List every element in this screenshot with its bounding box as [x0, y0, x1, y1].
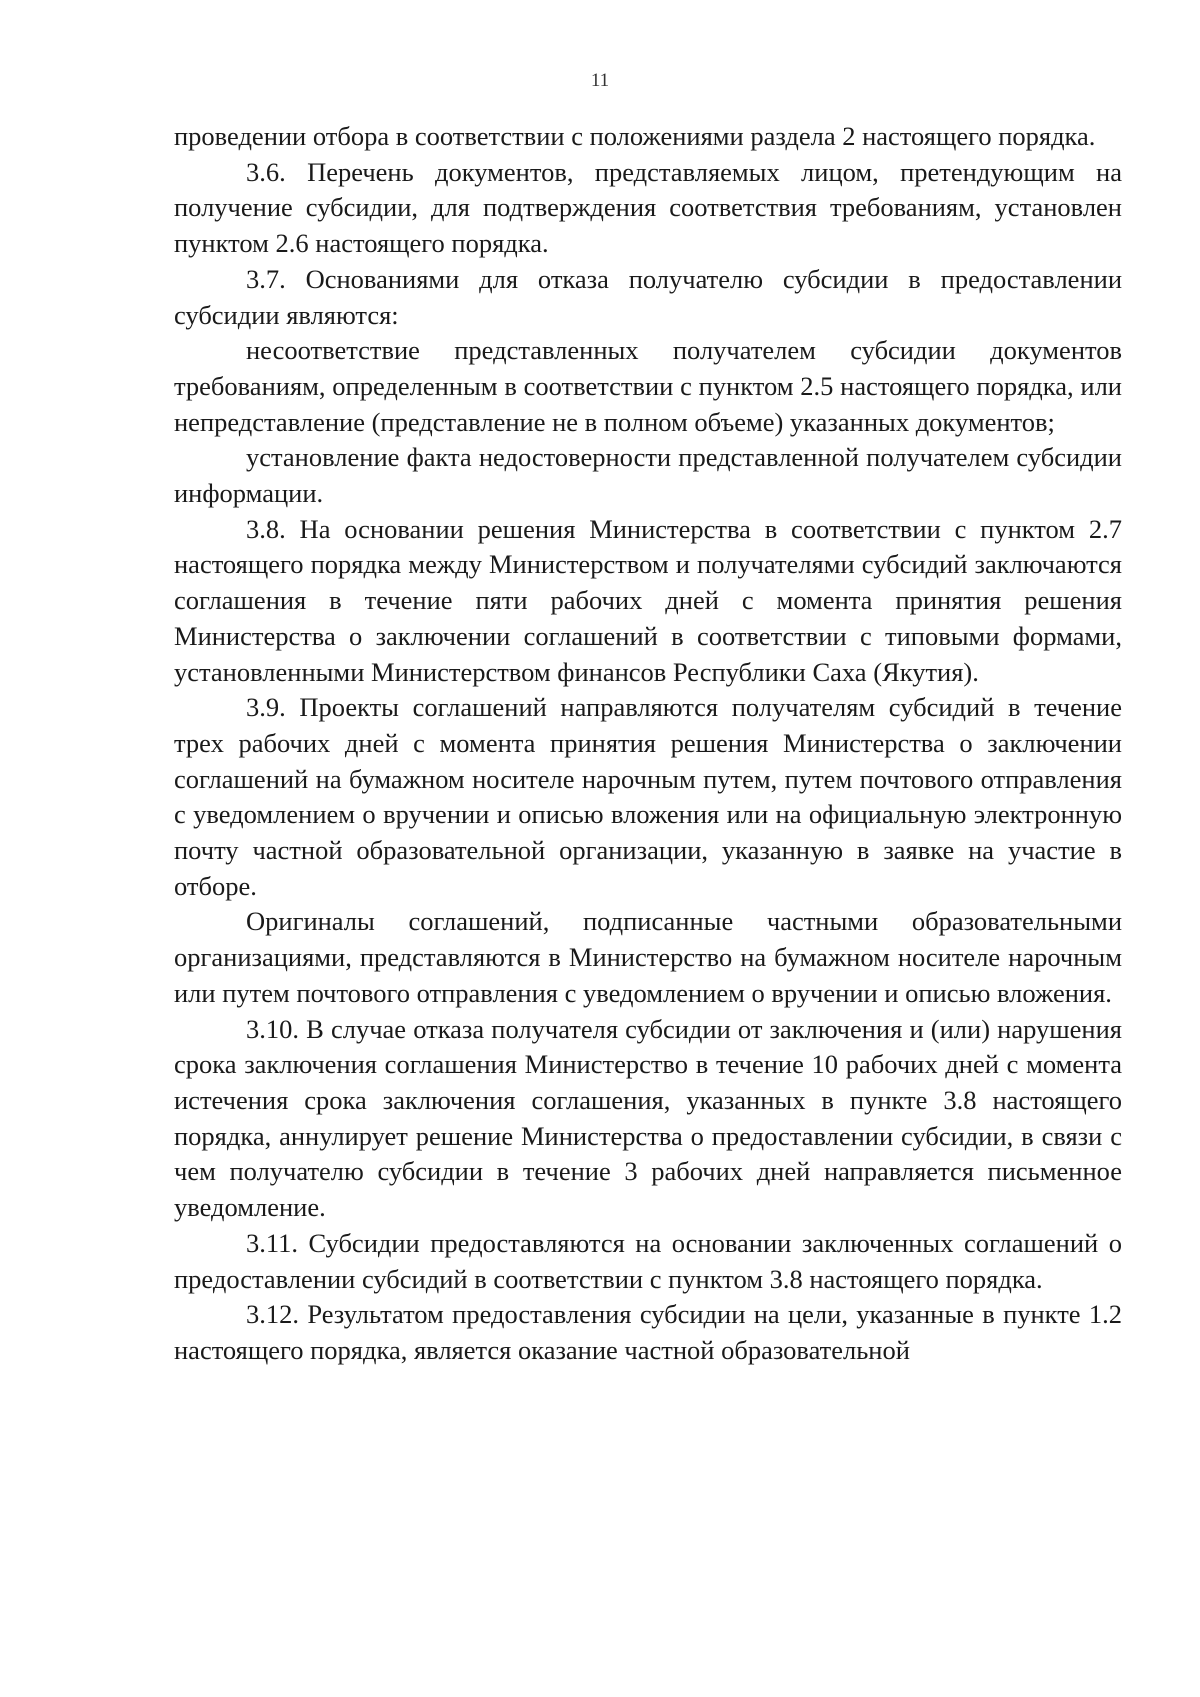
paragraph-3-12: 3.12. Результатом предоставления субсидии на цели, указанные в пункте 1.2 настоящего порядка, является оказание частной образовательной: [174, 1299, 1122, 1365]
paragraph-3-9-originals: Оригиналы соглашений, подписанные частными образовательными организациями, представляются в Министерство на бумажном носителе нарочным или путем почтового отправления с уведомлением о вручении и описью вложения.: [174, 906, 1122, 1008]
paragraph-continuation: проведении отбора в соответствии с положениями раздела 2 настоящего порядка.: [174, 121, 1096, 151]
paragraph-3-11: 3.11. Субсидии предоставляются на основании заключенных соглашений о предоставлении субсидий в соответствии с пунктом 3.8 настоящего порядка.: [174, 1227, 1122, 1294]
paragraph-3-8: 3.8. На основании решения Министерства в соответствии с пунктом 2.7 настоящего порядка между Министерством и получателями субсидий заключаются соглашения в течение пяти рабочих дней с момента принятия решения Министерства о заключении соглашений в соответствии с типовыми формами, установленными Министерством финансов Республики Саха (Якутия).: [174, 513, 1122, 687]
page-number: 11: [590, 70, 610, 91]
paragraph-3-10: 3.10. В случае отказа получателя субсидии от заключения и (или) нарушения срока заключения соглашения Министерство в течение 10 рабочих дней с момента истечения срока заключения соглашения, указанных в пункте 3.8 настоящего порядка, аннулирует решение Министерства о предоставлении субсидии, в связи с чем получателю субсидии в течение 3 рабочих дней направляется письменное уведомление.: [174, 1013, 1122, 1223]
paragraph-3-6: 3.6. Перечень документов, представляемых лицом, претендующим на получение субсидии, для подтверждения соответствия требованиям, установлен пунктом 2.6 настоящего порядка.: [174, 156, 1122, 259]
paragraph-3-7: 3.7. Основаниями для отказа получателю субсидии в предоставлении субсидии являются:: [174, 263, 1122, 330]
document-body: [174, 119, 1122, 1369]
paragraph-3-9: 3.9. Проекты соглашений направляются получателям субсидий в течение трех рабочих дней с момента принятия решения Министерства о заключении соглашений на бумажном носителе нарочным путем, путем почтового отправления с уведомлением о вручении и описью вложения или на официальную электронную почту частной образовательной организации, указанную в заявке на участие в отборе.: [174, 692, 1122, 901]
paragraph-3-7-item-1: несоответствие представленных получателем субсидии документов требованиям, определенным в соответствии с пунктом 2.5 настоящего порядка, или непредставление (представление не в полном объеме) указанных документов;: [174, 335, 1122, 437]
paragraph-3-7-item-2: установление факта недостоверности представленной получателем субсидии информации.: [174, 442, 1122, 509]
